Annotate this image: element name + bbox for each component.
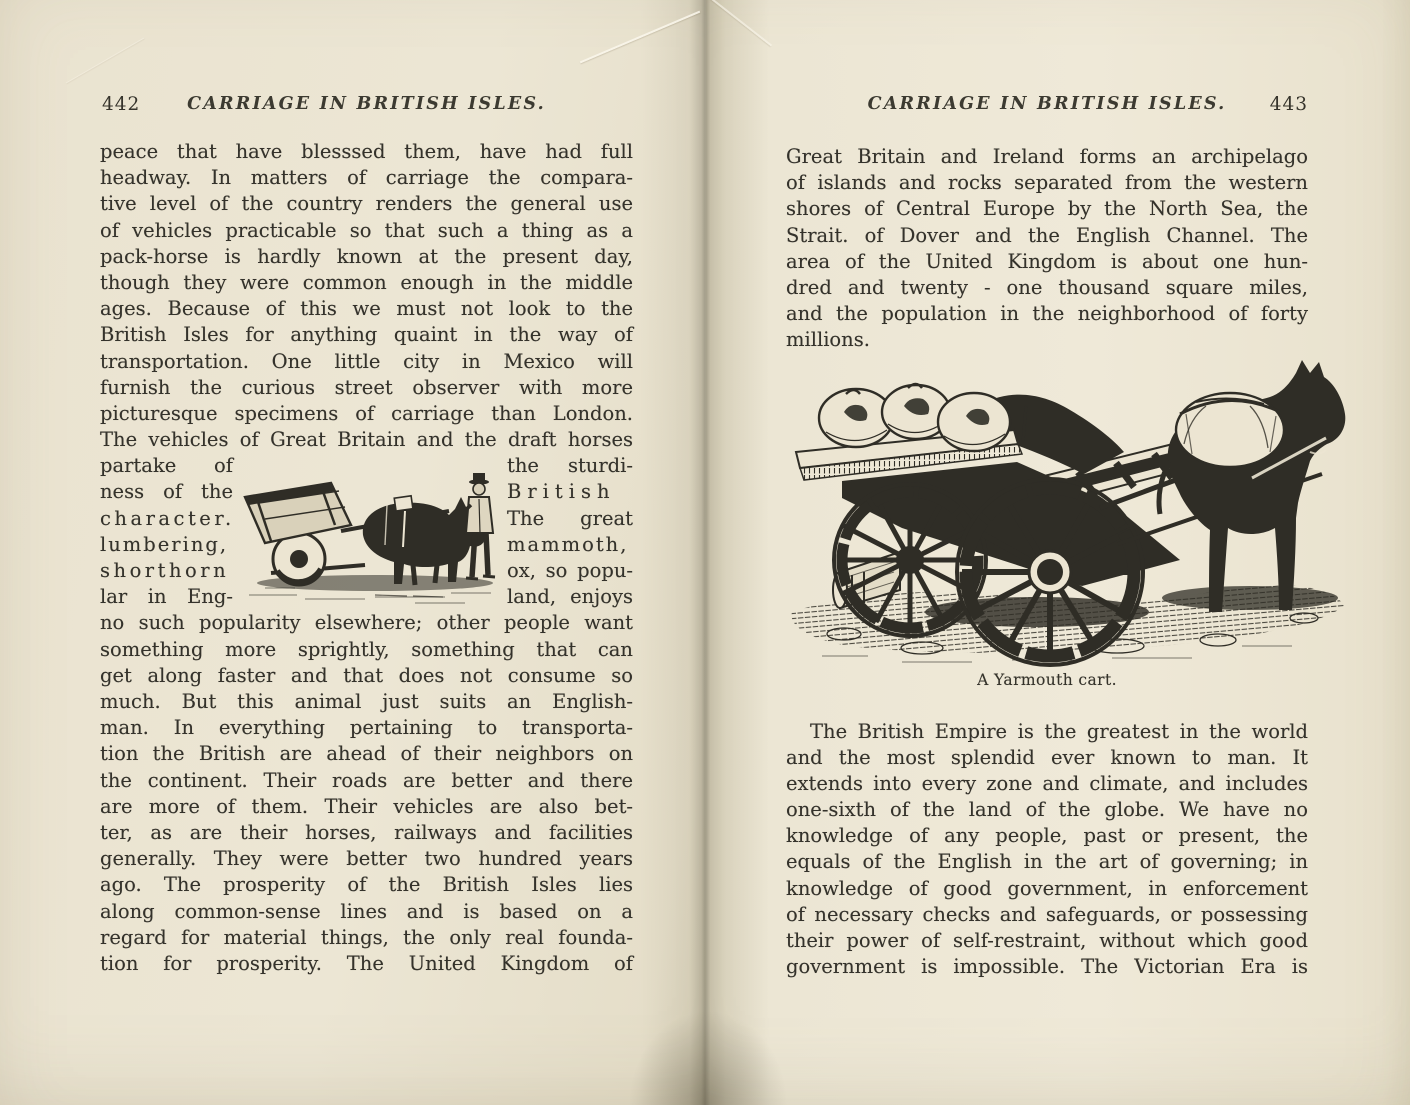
right-page [706, 0, 1410, 1105]
text-line: tion for prosperity. The United Kingdom of [100, 951, 633, 975]
text-line: equals of the English in the art of governing; in [786, 850, 1308, 874]
text-line: millions. [786, 328, 870, 352]
text-line: shores of Central Europe by the North Sea, the [786, 197, 1308, 221]
text-wrap-around-figure [100, 453, 633, 610]
text-line: The vehicles of Great Britain and the draft horses [100, 428, 633, 452]
text-line: the continent. Their roads are better and there [100, 768, 633, 792]
text-line: ago. The prosperity of the British Isles lies [100, 873, 633, 897]
text-line: land, enjoys [507, 585, 633, 609]
text-line: tion the British are ahead of their neighbors on [100, 742, 633, 766]
text-line: ox, so popu- [507, 559, 633, 582]
text-line: ness of the [100, 480, 233, 504]
horse [1159, 360, 1345, 612]
text-line: their power of self-restraint, without which good [786, 929, 1308, 952]
text-line: extends into every zone and climate, and includes [786, 771, 1308, 795]
text-line: character. [100, 506, 235, 530]
donkey-cart-illustration [233, 453, 507, 610]
text-line: of necessary checks and safeguards, or possessing [786, 902, 1308, 926]
wrap-left-column [100, 453, 233, 610]
text-line: knowledge of good government, in enforcement [786, 876, 1308, 900]
text-line: tive level of the country renders the general use [100, 192, 633, 216]
text-line: no such popularity elsewhere; other people want [100, 611, 633, 635]
text-line: generally. They were better two hundred years [100, 847, 633, 871]
text-line: The great [507, 506, 633, 530]
text-line: shorthorn [100, 559, 230, 582]
text-line: of vehicles practicable so that such a thing as a [100, 218, 633, 242]
text-line: furnish the curious street observer with more [100, 375, 633, 399]
text-line: government is impossible. The Victorian Era is [786, 955, 1308, 979]
left-page-number: 442 [102, 94, 141, 115]
text-line: peace that have blesssed them, have had full [100, 140, 633, 163]
left-running-header: CARRIAGE IN BRITISH ISLES. [187, 94, 546, 114]
text-line: dred and twenty - one thousand square miles, [786, 275, 1308, 299]
yarmouth-cart-illustration [782, 356, 1358, 668]
text-line: picturesque specimens of carriage than London. [100, 401, 633, 425]
text-line: pack-horse is hardly known at the present day, [100, 244, 633, 268]
text-line: and the most splendid ever known to man. It [786, 745, 1308, 769]
left-page-text [100, 139, 633, 977]
text-line: something more sprightly, something that can [100, 637, 633, 661]
text-line: one-sixth of the land of the globe. We have no [786, 798, 1308, 822]
text-line: and the population in the neighborhood of forty [786, 302, 1308, 326]
text-line: knowledge of any people, past or present, the [786, 824, 1308, 848]
text-line: the sturdi- [507, 454, 633, 478]
front-wheel [957, 479, 1143, 665]
text-line: area of the United Kingdom is about one hun- [786, 249, 1308, 273]
text-line: are more of them. Their vehicles are also bet- [100, 794, 633, 818]
text-line: much. But this animal just suits an English- [100, 690, 633, 713]
text-line: lumbering, [100, 532, 229, 556]
text-line: partake of [100, 454, 233, 478]
donkey-cart-svg [235, 455, 505, 608]
text-line: British [507, 480, 616, 504]
left-page-header [100, 94, 633, 118]
text-line: Great Britain and Ireland forms an archipelago [786, 145, 1308, 168]
text-line: British Isles for anything quaint in the way of [100, 323, 633, 347]
text-line: mammoth, [507, 532, 629, 556]
yarmouth-cart-svg [782, 356, 1358, 668]
right-page-text [786, 144, 1308, 980]
text-line: of islands and rocks separated from the western [786, 171, 1308, 195]
wrap-right-column [507, 453, 633, 610]
text-line: ter, as are their horses, railways and facilities [100, 820, 633, 844]
text-line: regard for material things, the only real founda- [100, 925, 633, 949]
text-line: Strait. of Dover and the English Channel. The [786, 223, 1308, 247]
text-line: transportation. One little city in Mexico will [100, 349, 633, 373]
right-page-number: 443 [1269, 94, 1308, 115]
right-running-header: CARRIAGE IN BRITISH ISLES. [867, 94, 1227, 114]
text-line: along common-sense lines and is based on a [100, 899, 633, 923]
text-line: get along faster and that does not consume so [100, 663, 633, 687]
text-line: ages. Because of this we must not look to the [100, 297, 633, 321]
figure-caption: A Yarmouth cart. [977, 670, 1117, 689]
text-line: though they were common enough in the middle [100, 270, 633, 294]
right-page-header [786, 94, 1308, 118]
text-line: man. In everything pertaining to transporta- [100, 716, 633, 740]
text-line: The British Empire is the greatest in the world [810, 719, 1308, 743]
text-line: lar in Eng- [100, 585, 233, 609]
text-line: headway. In matters of carriage the compara- [100, 166, 633, 190]
right-paragraph-two [786, 719, 1308, 981]
